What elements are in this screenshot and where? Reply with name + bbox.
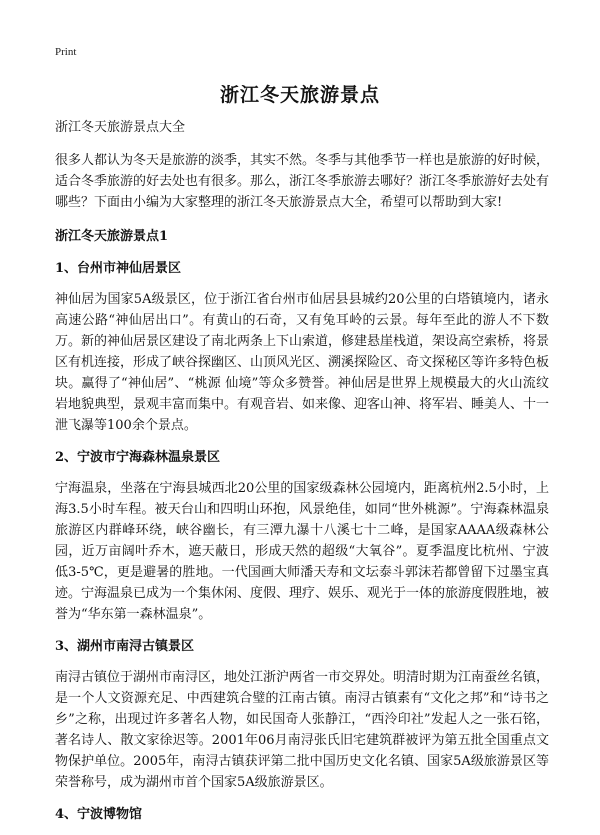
spot-text-ninghai-hot-spring: 宁海温泉，坐落在宁海县城西北20公里的国家级森林公园境内，距离杭州2.5小时，上海3.5小时车程。被天台山和四明山环抱，风景绝佳，如同“世外桃源”。宁海森林温泉旅游区内群峰环绕，峡谷幽长，有三潭九瀑十八溪七十二峰，是国家AAAA级森林公园，近万亩阔叶乔木，遮天蔽日，形成天然的超级“大氧谷”。夏季温度比杭州、宁波低3-5℃，更是避暑的胜地。一代国画大师潘天寿和文坛泰斗郭沫若都曾留下过墨宝真迹。宁海温泉已成为一个集休闲、度假、理疗、娱乐、观光于一体的旅游度假胜地，被誉为“华东第一森林温泉”。	[55, 481, 550, 622]
spot-title-ninghai-hot-spring: 2、宁波市宁海森林温泉景区	[55, 450, 221, 465]
spot-title-nanxun-town: 3、湖州市南浔古镇景区	[55, 639, 195, 654]
spot-title-ningbo-museum: 4、宁波博物馆	[55, 807, 143, 822]
spot-text-shenxianju: 神仙居为国家5A级景区，位于浙江省台州市仙居县县城约20公里的白塔镇境内，诸永高速公路“神仙居出口”。有黄山的石奇，又有兔耳岭的云景。每年至此的游人不下数万。新的神仙居景区建设了南北两条上下山索道，修建悬崖栈道，架设高空索桥，将景区有机连接，形成了峡谷探幽区、山顶风光区、溯溪探险区、奇文探秘区等许多特色板块。赢得了“神仙居”、“桃源 仙境”等众多赞誉。神仙居是世界上规模最大的火山流纹岩地貌典型，景观丰富而集中。有观音岩、如来像、迎客山神、将军岩、睡美人、十一泄飞瀑等100余个景点。	[55, 292, 550, 433]
spot-title-shenxianju: 1、台州市神仙居景区	[55, 261, 182, 276]
intro-paragraph: 很多人都认为冬天是旅游的淡季，其实不然。冬季与其他季节一样也是旅游的好时候，适合冬季旅游的好去处也有很多。那么，浙江冬季旅游去哪好？浙江冬季旅游好去处有哪些？下面由小编为大家整理的浙江冬天旅游景点大全，希望可以帮助到大家!	[55, 153, 550, 210]
spot-text-nanxun-town: 南浔古镇位于湖州市南浔区，地处江浙沪两省一市交界处。明清时期为江南蚕丝名镇，是一个人文资源充足、中西建筑合璧的江南古镇。南浔古镇素有“文化之邦”和“诗书之乡”之称，出现过许多著名人物，如民国奇人张静江，“西泠印社”发起人之一张石铭，著名诗人、散文家徐迟等。2001年06月南浔张氏旧宅建筑群被评为第五批全国重点文物保护单位。2005年，南浔古镇获评第二批中国历史文化名镇、国家5A级旅游景区等荣誉称号，成为湖州市首个国家5A级旅游景区。	[55, 670, 550, 790]
article-body	[55, 118, 549, 835]
page-title: 浙江冬天旅游景点	[219, 84, 380, 106]
section-heading: 浙江冬天旅游景点1	[55, 229, 169, 244]
print-link[interactable]: Print	[55, 46, 77, 58]
article-subtitle: 浙江冬天旅游景点大全	[55, 120, 186, 135]
